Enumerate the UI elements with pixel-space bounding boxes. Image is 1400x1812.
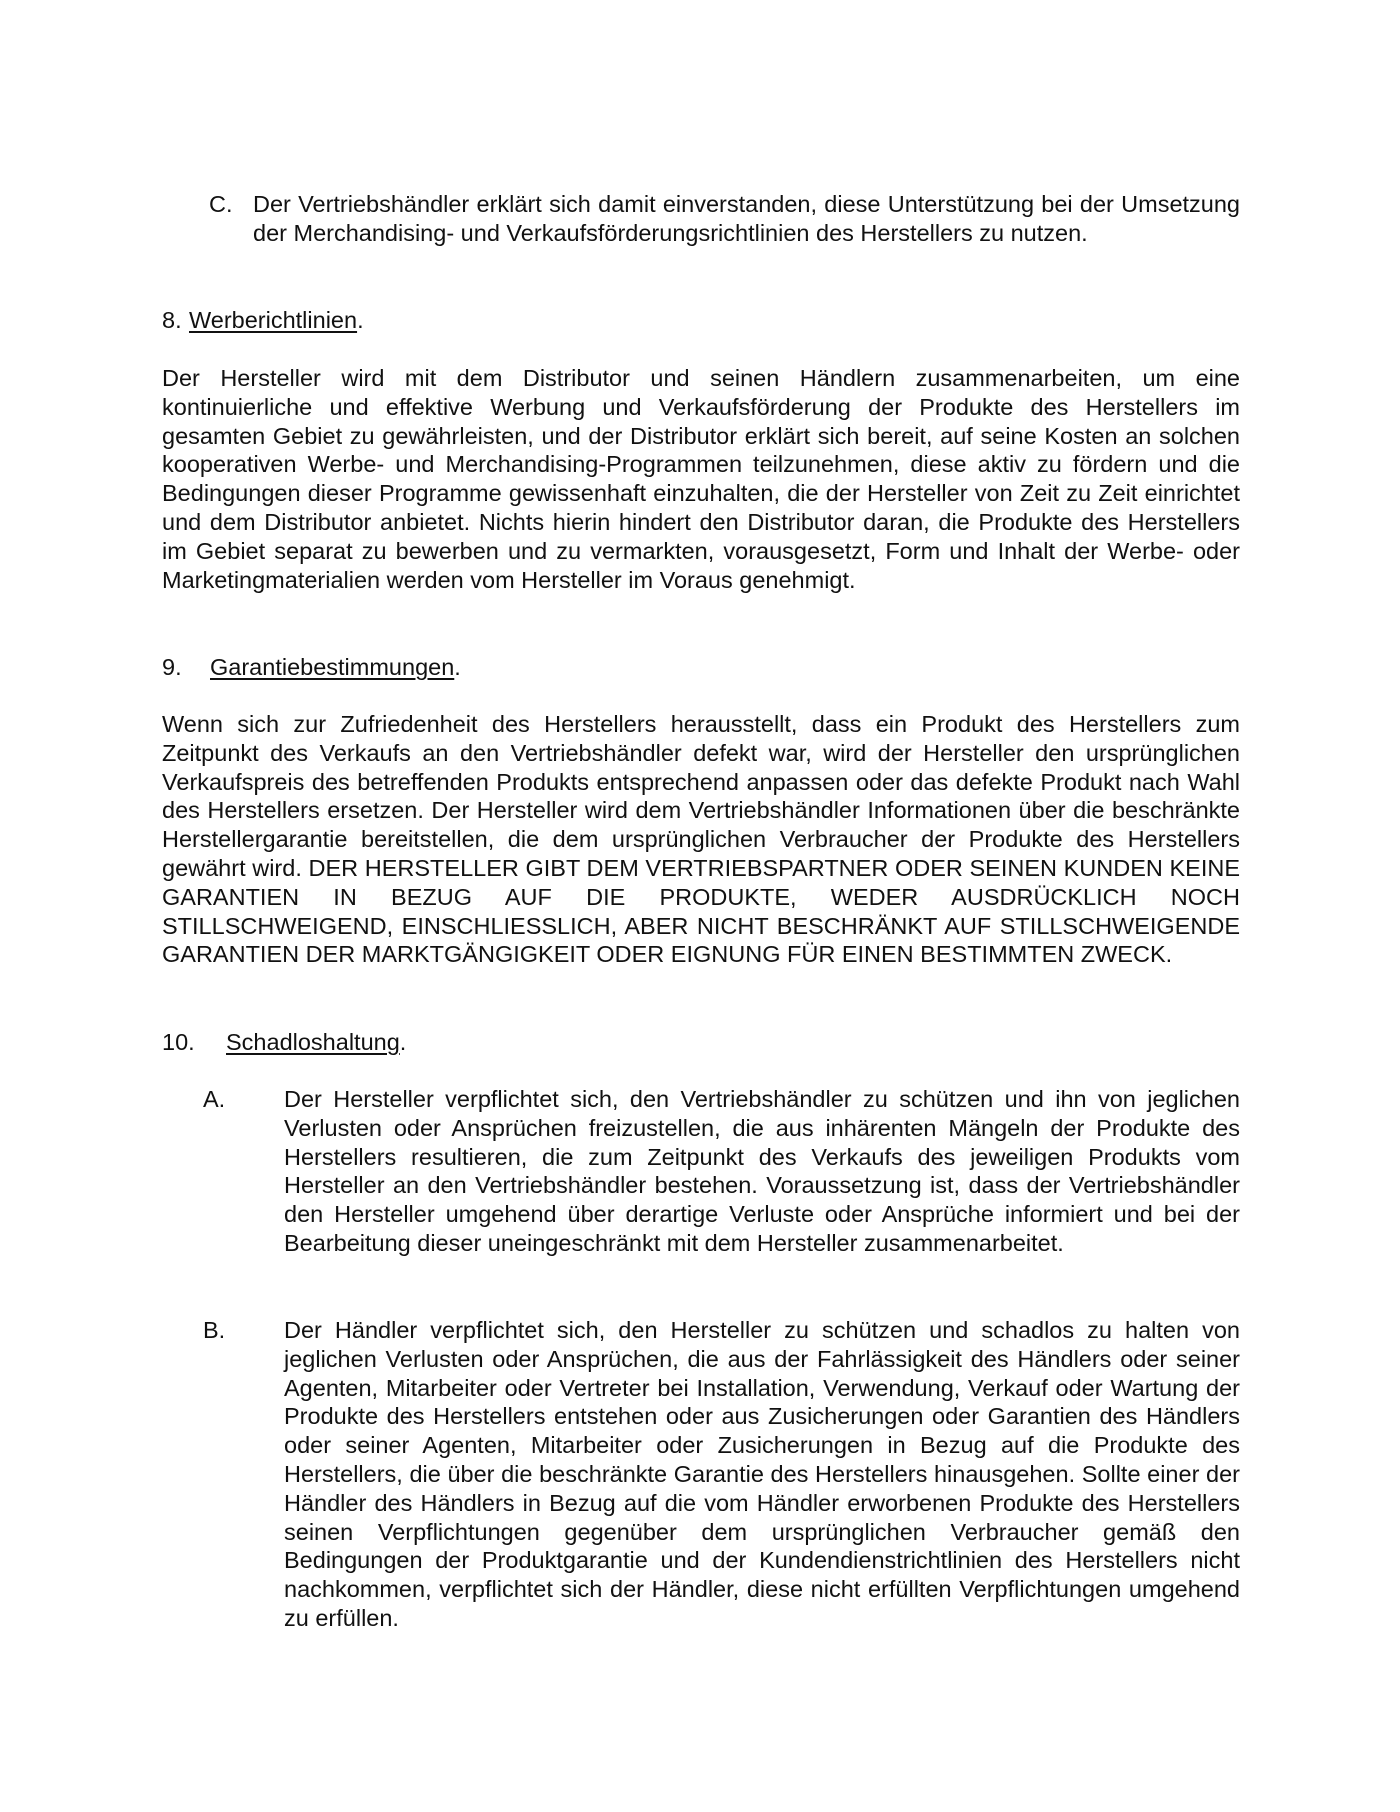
section-8-number: 8.: [162, 307, 182, 333]
section-9-heading: [162, 653, 461, 682]
item-a-label: A.: [203, 1086, 226, 1112]
section-8-trailing: .: [357, 307, 364, 333]
section-9-number: 9.: [162, 654, 182, 680]
section-10-title: Schadloshaltung: [226, 1029, 400, 1055]
section-9-body: Wenn sich zur Zufriedenheit des Herstellers herausstellt, dass ein Produkt des Herstellers zum Zeitpunkt des Verkaufs an den Vertriebshändler defekt war, wird der Hersteller den ursprünglichen Verkaufspreis des betreffenden Produkts entsprechend anpassen oder das defekte Produkt nach Wahl des Herstellers ersetzen. Der Hersteller wird dem Vertriebshändler Informationen über die beschränkte Herstellergarantie bereitstellen, die dem ursprünglichen Verbraucher der Produkte des Herstellers gewährt wird. DER HERSTELLER GIBT DEM VERTRIEBSPARTNER ODER SEINEN KUNDEN KEINE GARANTIEN IN BEZUG AUF DIE PRODUKTE, WEDER AUSDRÜCKLICH NOCH STILLSCHWEIGEND, EINSCHLIESSLICH, ABER NICHT BESCHRÄNKT AUF STILLSCHWEIGENDE GARANTIEN DER MARKTGÄNGIGKEIT ODER EIGNUNG FÜR EINEN BESTIMMTEN ZWECK.: [162, 711, 1240, 968]
item-c-label: C.: [209, 191, 233, 217]
item-a-text: Der Hersteller verpflichtet sich, den Vertriebshändler zu schützen und ihn von jeglichen Verlusten oder Ansprüchen freizustellen, die aus inhärenten Mängeln der Produkte des Herstellers resultieren, die zum Zeitpunkt des Verkaufs des jeweiligen Produkts vom Hersteller an den Vertriebshändler bestehen. Voraussetzung ist, dass der Vertriebshändler den Hersteller umgehend über derartige Verluste oder Ansprüche informiert und bei der Bearbeitung dieser uneingeschränkt mit dem Hersteller zusammenarbeitet.: [284, 1086, 1240, 1256]
section-8-heading: [162, 306, 364, 335]
section-8-body: Der Hersteller wird mit dem Distributor und seinen Händlern zusammenarbeiten, um eine kontinuierliche und effektive Werbung und Verkaufsförderung der Produkte des Herstellers im gesamten Gebiet zu gewährleisten, und der Distributor erklärt sich bereit, auf seine Kosten an solchen kooperativen Werbe- und Merchandising-Programmen teilzunehmen, diese aktiv zu fördern und die Bedingungen dieser Programme gewissenhaft einzuhalten, die der Hersteller von Zeit zu Zeit einrichtet und dem Distributor anbietet. Nichts hierin hindert den Distributor daran, die Produkte des Herstellers im Gebiet separat zu bewerben und zu vermarkten, vorausgesetzt, Form und Inhalt der Werbe- oder Marketingmaterialien werden vom Hersteller im Voraus genehmigt.: [162, 365, 1240, 593]
section-10-number: 10.: [162, 1029, 195, 1055]
item-c-text: Der Vertriebshändler erklärt sich damit einverstanden, diese Unterstützung bei der Umsetzung der Merchandising- und Verkaufsförderungsrichtlinien des Herstellers zu nutzen.: [253, 191, 1240, 246]
section-10-trailing: .: [399, 1029, 407, 1055]
section-10-heading: [162, 1028, 406, 1057]
section-9-title: Garantiebestimmungen: [210, 654, 455, 680]
section-9-trailing: .: [454, 654, 461, 680]
item-b-text: Der Händler verpflichtet sich, den Hersteller zu schützen und schadlos zu halten von jeglichen Verlusten oder Ansprüchen, die aus der Fahrlässigkeit des Händlers oder seiner Agenten, Mitarbeiter oder Vertreter bei Installation, Verwendung, Verkauf oder Wartung der Produkte des Herstellers entstehen oder aus Zusicherungen oder Garantien des Händlers oder seiner Agenten, Mitarbeiter oder Zusicherungen in Bezug auf die Produkte des Herstellers, die über die beschränkte Garantie des Herstellers hinausgehen. Sollte einer der Händler des Händlers in Bezug auf die vom Händler erworbenen Produkte des Herstellers seinen Verpflichtungen gegenüber dem ursprünglichen Verbraucher gemäß den Bedingungen der Produktgarantie und der Kundendienstrichtlinien des Herstellers nicht nachkommen, verpflichtet sich der Händler, diese nicht erfüllten Verpflichtungen umgehend zu erfüllen.: [284, 1317, 1240, 1631]
section-8-title: Werberichtlinien: [189, 307, 358, 333]
item-b-label: B.: [203, 1317, 226, 1343]
